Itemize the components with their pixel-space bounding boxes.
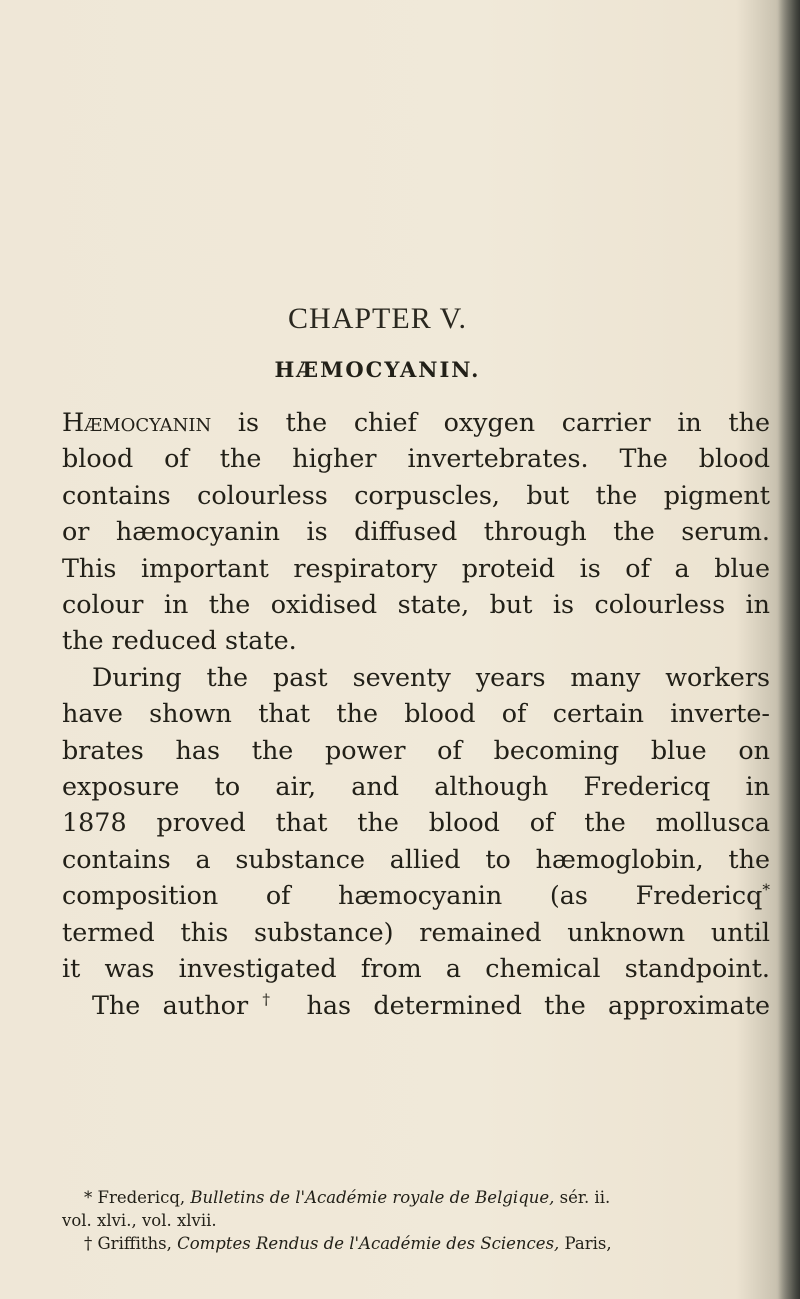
text-line: colour in the oxidised state, but is colourless in <box>62 589 770 620</box>
footnote-author: Griffiths, <box>97 1234 172 1253</box>
text-line <box>62 404 770 440</box>
footnote-detail: Paris, <box>564 1234 612 1253</box>
text-line: the reduced state. <box>62 625 297 656</box>
text-line: brates has the power of becoming blue on <box>62 734 770 765</box>
opening-word: Hæmocyanin <box>62 407 212 437</box>
chapter-heading: CHAPTER V. <box>288 302 467 335</box>
text-line: exposure to air, and although Fredericq in <box>62 771 770 802</box>
footnote-reference: † <box>248 990 285 1009</box>
footnote-marker: * <box>84 1188 93 1207</box>
footnote-reference: * <box>762 880 770 899</box>
text-line: contains colourless corpuscles, but the pigment <box>62 479 770 510</box>
footnote-title: Comptes Rendus de l'Académie des Sciences, <box>177 1234 560 1253</box>
footnote-detail: sér. ii. <box>559 1188 611 1207</box>
footnote-2 <box>62 1232 770 1255</box>
text-line: composition of hæmocyanin (as Fredericq* <box>62 880 770 911</box>
footnote-title: Bulletins de l'Académie royale de Belgique, <box>190 1188 555 1207</box>
text-line: 1878 proved that the blood of the mollusca <box>62 807 770 838</box>
text-line: or hæmocyanin is diffused through the serum. <box>62 516 770 547</box>
line-rest: is the chief oxygen carrier in the <box>211 407 770 437</box>
footnotes <box>62 1186 770 1255</box>
text-line: During the past seventy years many workers <box>92 661 770 692</box>
text-line: termed this substance) remained unknown until <box>62 916 770 947</box>
body-text <box>62 404 770 1023</box>
footnote-marker: † <box>84 1234 93 1253</box>
footnote-1-continued: vol. xlvi., vol. xlvii. <box>62 1211 217 1230</box>
text-line: contains a substance allied to hæmoglobin, the <box>62 843 770 874</box>
text-line: This important respiratory proteid is of a blue <box>62 552 770 583</box>
text-line: blood of the higher invertebrates. The blood <box>62 443 770 474</box>
text-line: have shown that the blood of certain inverte- <box>62 698 770 729</box>
chapter-title: HÆMOCYANIN. <box>274 357 481 382</box>
text-line: it was investigated from a chemical standpoint. <box>62 953 770 984</box>
footnote-1 <box>62 1186 770 1209</box>
footnote-author: Fredericq, <box>97 1188 186 1207</box>
page-edge-shadow <box>778 0 800 1299</box>
text-line: The author† has determined the approximate <box>92 989 770 1020</box>
